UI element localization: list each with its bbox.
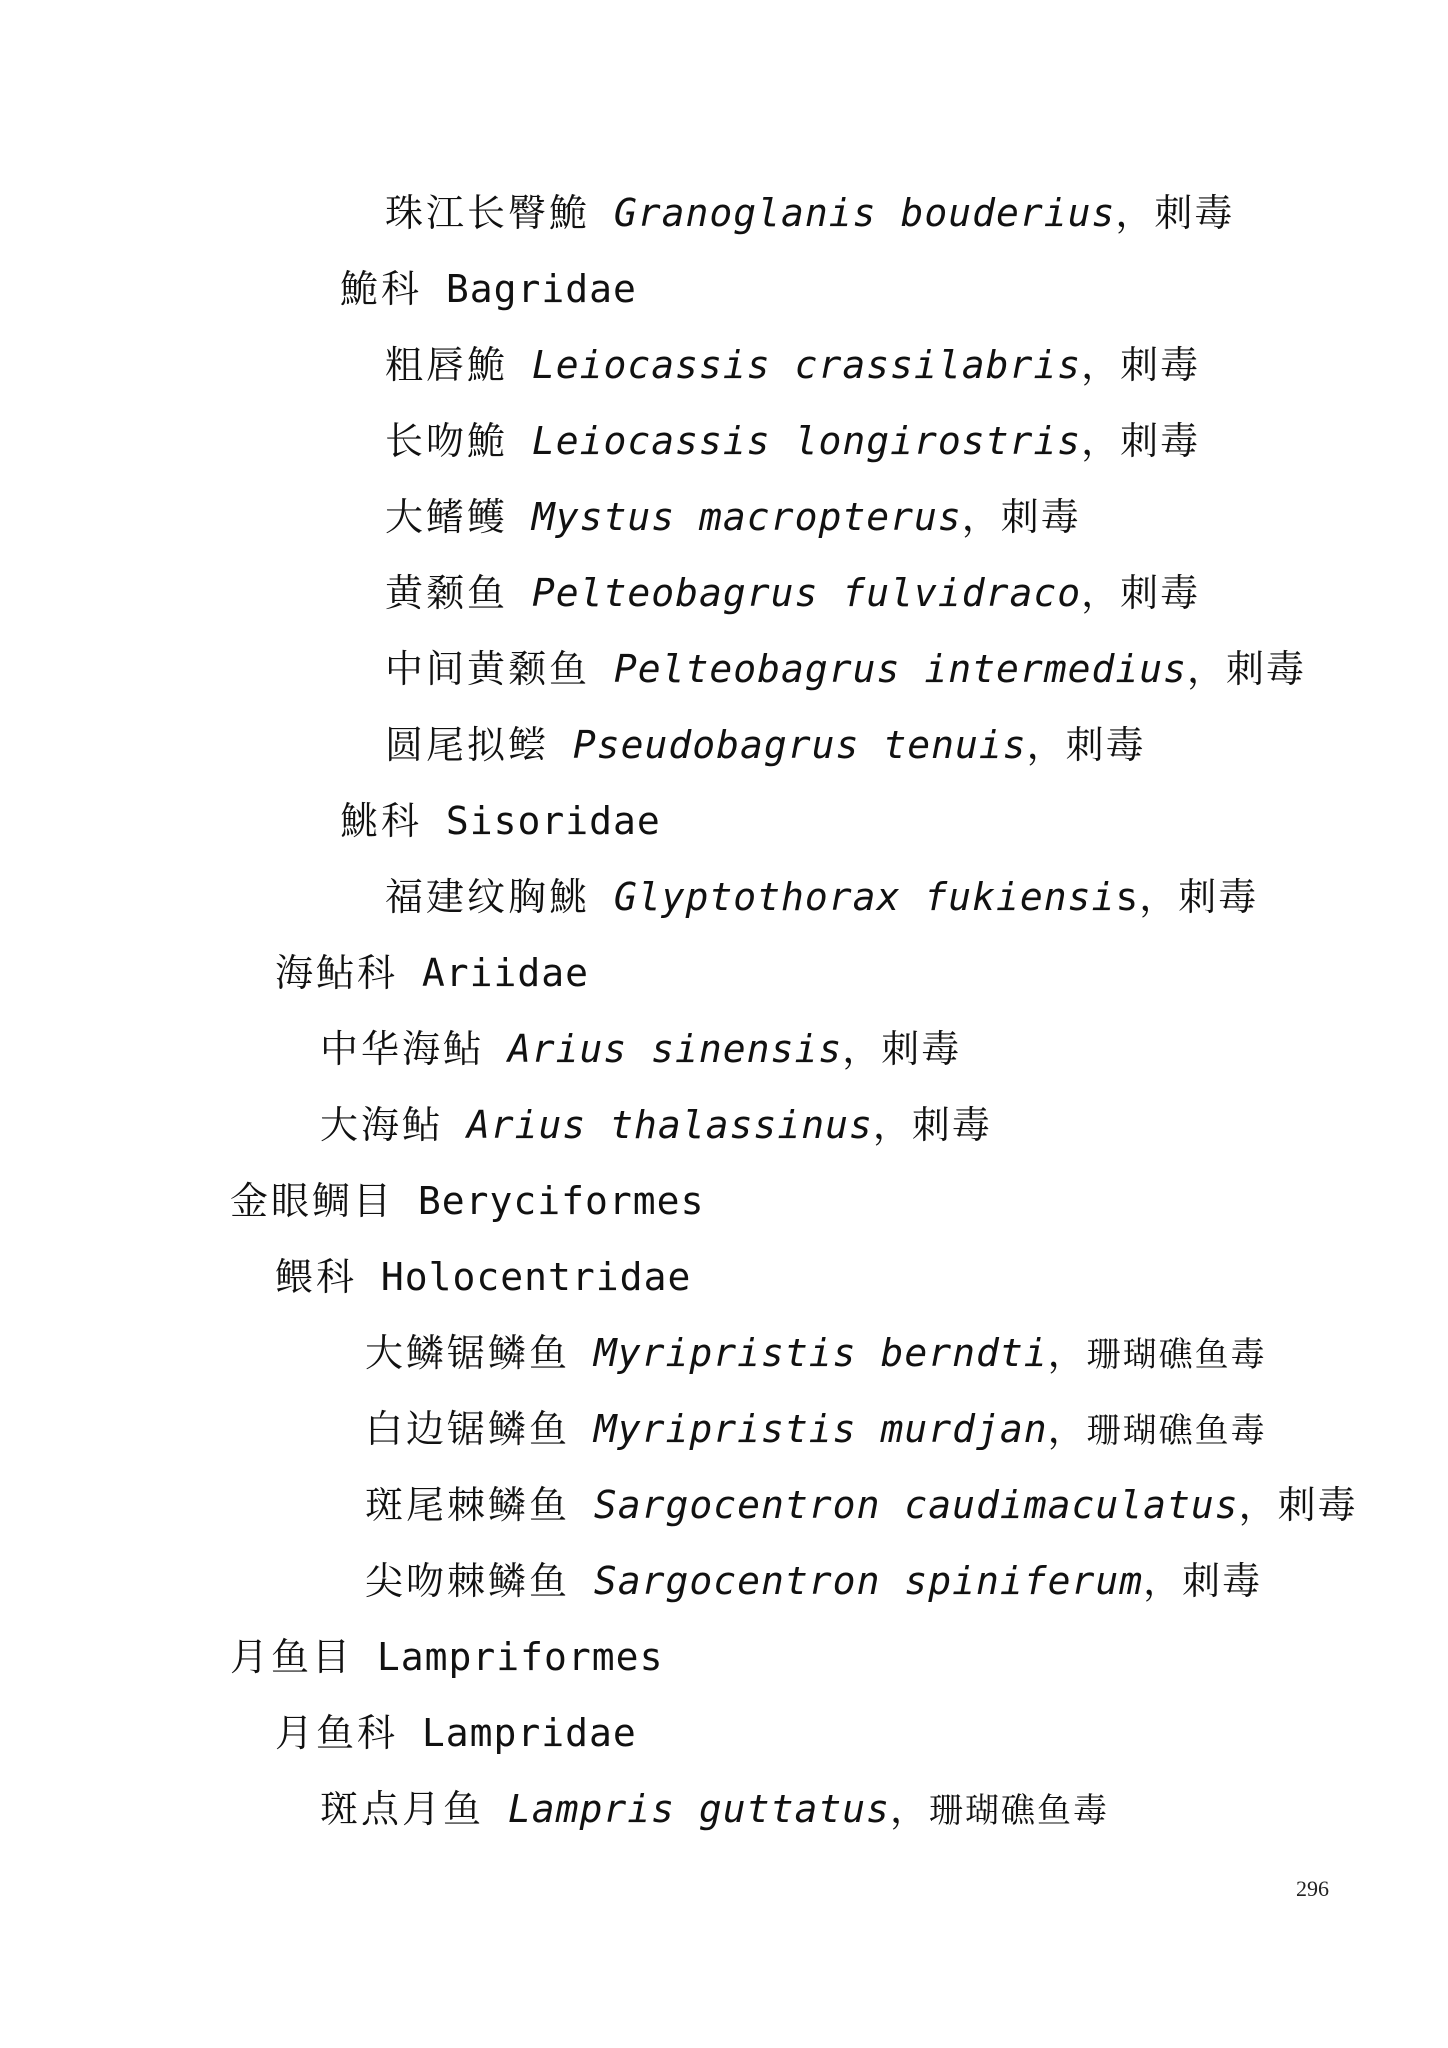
chinese-name: 月鱼科 xyxy=(275,1711,399,1755)
separator: ， xyxy=(872,1103,912,1147)
scientific-name: Granoglanis bouderius xyxy=(613,191,1116,235)
species-entry xyxy=(320,1100,992,1150)
species-entry xyxy=(385,416,1200,466)
toxicity-note: 刺毒 xyxy=(881,1027,962,1071)
chinese-name: 鮠科 xyxy=(340,267,423,311)
order-entry xyxy=(230,1632,663,1682)
chinese-name: 鮡科 xyxy=(340,799,423,843)
separator: ， xyxy=(1047,1331,1087,1375)
toxicity-note: 刺毒 xyxy=(1154,191,1235,235)
latin-name: Lampriformes xyxy=(376,1635,664,1679)
species-entry xyxy=(385,568,1200,618)
species-entry xyxy=(320,1784,1109,1836)
toxicity-note: 刺毒 xyxy=(1000,495,1081,539)
family-entry xyxy=(275,948,589,998)
toxicity-note: 刺毒 xyxy=(1065,723,1146,767)
separator: ， xyxy=(1047,1407,1087,1451)
toxicity-note: 刺毒 xyxy=(1182,1559,1263,1603)
separator: ， xyxy=(1186,647,1226,691)
chinese-name: 白边锯鳞鱼 xyxy=(365,1407,571,1451)
toxicity-note: 珊瑚礁鱼毒 xyxy=(928,1791,1109,1831)
chinese-name: 长吻鮠 xyxy=(385,419,509,463)
chinese-name: 大鳞锯鳞鱼 xyxy=(365,1331,571,1375)
scientific-name: Myripristis berndti xyxy=(593,1331,1048,1375)
separator: ， xyxy=(1238,1483,1278,1527)
separator: ， xyxy=(1081,571,1121,615)
chinese-name: 斑点月鱼 xyxy=(320,1787,485,1831)
species-entry xyxy=(385,644,1306,694)
chinese-name: 福建纹胸鮡 xyxy=(385,875,591,919)
chinese-name: 中间黄颡鱼 xyxy=(385,647,591,691)
chinese-name: 金眼鲷目 xyxy=(230,1179,395,1223)
scientific-name: Pelteobagrus fulvidraco xyxy=(531,571,1082,615)
toxicity-note: 珊瑚礁鱼毒 xyxy=(1086,1411,1267,1451)
separator: ， xyxy=(842,1027,882,1071)
chinese-name: 大海鲇 xyxy=(320,1103,444,1147)
species-entry xyxy=(385,492,1081,542)
family-entry xyxy=(340,264,637,314)
scientific-name: Glyptothorax fukiensi xyxy=(613,875,1116,919)
separator: ， xyxy=(1115,191,1155,235)
toxicity-note: 刺毒 xyxy=(1178,875,1259,919)
scientific-name: Pseudobagrus tenuis xyxy=(572,723,1027,767)
separator: ， xyxy=(1081,343,1121,387)
species-entry xyxy=(365,1328,1267,1380)
latin-name: Ariidae xyxy=(421,951,590,995)
separator: ， xyxy=(1026,723,1066,767)
species-entry xyxy=(320,1024,961,1074)
scientific-name: Arius sinensis xyxy=(507,1027,843,1071)
species-entry xyxy=(365,1404,1267,1456)
chinese-name: 珠江长臀鮠 xyxy=(385,191,591,235)
separator: ， xyxy=(961,495,1001,539)
toxicity-note: 刺毒 xyxy=(1226,647,1307,691)
chinese-name: 斑尾棘鳞鱼 xyxy=(365,1483,571,1527)
scientific-name: Mystus macropterus xyxy=(531,495,962,539)
toxicity-note: 刺毒 xyxy=(1120,419,1201,463)
species-entry xyxy=(365,1556,1262,1606)
chinese-name: 圆尾拟鲿 xyxy=(385,723,550,767)
scientific-name: Sargocentron spiniferum xyxy=(593,1559,1144,1603)
toxicity-note: 刺毒 xyxy=(911,1103,992,1147)
species-entry xyxy=(385,720,1146,770)
chinese-name: 鳂科 xyxy=(275,1255,358,1299)
separator: ， xyxy=(1143,1559,1183,1603)
chinese-name: 大鳍鳠 xyxy=(385,495,509,539)
family-entry xyxy=(275,1252,691,1302)
page-number: 296 xyxy=(1296,1876,1329,1901)
latin-name: Holocentridae xyxy=(380,1255,692,1299)
scientific-name: Sargocentron caudimaculatus xyxy=(593,1483,1239,1527)
toxicity-note: 珊瑚礁鱼毒 xyxy=(1086,1335,1267,1375)
chinese-name: 尖吻棘鳞鱼 xyxy=(365,1559,571,1603)
latin-name: Lampridae xyxy=(421,1711,637,1755)
scientific-name: Leiocassis longirostris xyxy=(531,419,1082,463)
latin-name: Beryciformes xyxy=(417,1179,705,1223)
species-entry xyxy=(385,340,1200,390)
family-entry xyxy=(275,1708,637,1758)
species-entry xyxy=(385,188,1234,238)
family-entry xyxy=(340,796,661,846)
toxicity-note: 刺毒 xyxy=(1120,571,1201,615)
scientific-name: Myripristis murdjan xyxy=(593,1407,1048,1451)
species-entry xyxy=(365,1480,1358,1530)
chinese-name: 海鲇科 xyxy=(275,951,399,995)
latin-name: Sisoridae xyxy=(445,799,661,843)
order-entry xyxy=(230,1176,704,1226)
chinese-name: 黄颡鱼 xyxy=(385,571,509,615)
scientific-name: Lampris guttatus xyxy=(507,1787,890,1831)
scientific-name-tail: s xyxy=(1115,875,1140,919)
scientific-name: Pelteobagrus intermedius xyxy=(613,647,1187,691)
chinese-name: 月鱼目 xyxy=(230,1635,354,1679)
separator: ， xyxy=(1139,875,1179,919)
latin-name: Bagridae xyxy=(445,267,637,311)
chinese-name: 粗唇鮠 xyxy=(385,343,509,387)
separator: ， xyxy=(1081,419,1121,463)
scientific-name: Leiocassis crassilabris xyxy=(531,343,1082,387)
scientific-name: Arius thalassinus xyxy=(466,1103,873,1147)
separator: ， xyxy=(889,1787,929,1831)
toxicity-note: 刺毒 xyxy=(1120,343,1201,387)
chinese-name: 中华海鲇 xyxy=(320,1027,485,1071)
species-entry xyxy=(385,872,1258,922)
toxicity-note: 刺毒 xyxy=(1277,1483,1358,1527)
